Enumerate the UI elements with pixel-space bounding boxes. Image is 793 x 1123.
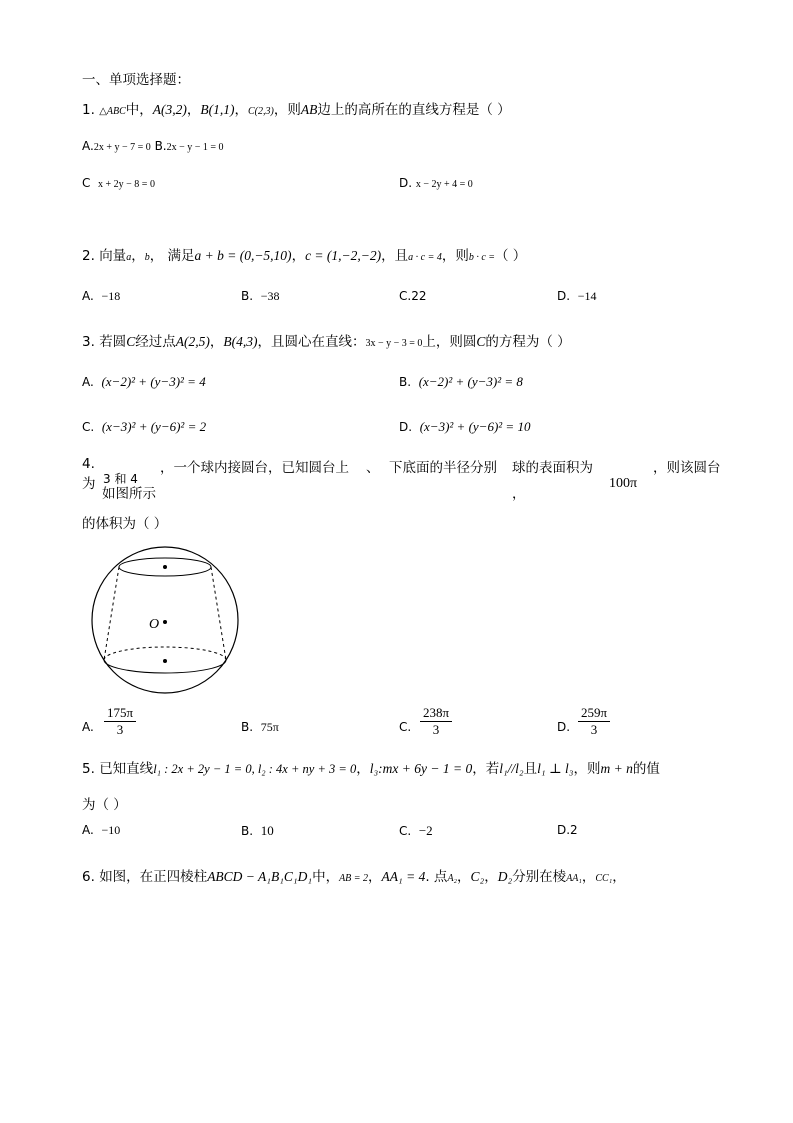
option-b-value: 10	[260, 823, 274, 838]
stem-text: ：	[351, 334, 366, 350]
option-b-label: B.	[154, 139, 167, 153]
denominator: 3	[432, 722, 440, 737]
question-3-option-a	[82, 374, 206, 390]
perpendicular-condition: l₁ ⊥ l₃	[537, 761, 574, 776]
question-4-option-a-value	[104, 705, 136, 738]
question-6-stem	[82, 865, 626, 885]
center-line: 3x − y − 3 = 0	[365, 338, 423, 349]
option-b-value: 75π	[260, 720, 279, 734]
option-d-value: (x−3)² + (y−6)² = 10	[419, 419, 531, 434]
stem-text: ， 满足	[149, 248, 195, 264]
option-d-label: D.	[557, 289, 571, 303]
option-b-value: (x−2)² + (y−3)² = 8	[418, 374, 523, 389]
vector-a: a	[126, 252, 132, 263]
question-number: 5.	[82, 761, 95, 777]
sphere-frustum-figure	[88, 545, 248, 695]
sphere-center-dot	[163, 620, 167, 624]
question-5-stem-2: 为（ ）	[82, 797, 127, 813]
option-a-value: 2x + y − 7 = 0	[93, 142, 151, 153]
m-plus-n: m + n	[600, 761, 633, 776]
point-d2: D₂	[497, 869, 513, 884]
point-b: B(1,1)	[200, 102, 235, 117]
question-3-option-b	[399, 374, 523, 390]
stem-text: 上，则圆	[422, 334, 477, 350]
stem-text: 分别在棱	[512, 869, 567, 885]
point-a: A(2,5)	[175, 334, 210, 349]
dot-ac: a · c = 4	[408, 252, 442, 263]
question-4-option-d-label: D.	[557, 720, 571, 734]
question-4-option-b	[241, 720, 279, 735]
stem-text: ，	[209, 334, 224, 350]
option-c-value: (x−3)² + (y−6)² = 2	[101, 419, 207, 434]
option-d-label: D.	[399, 420, 413, 434]
parallel-condition: l₁//l₂	[499, 761, 524, 776]
circle-c: C	[126, 334, 136, 349]
prism-name: ABCD − A₁B₁C₁D₁	[207, 869, 313, 884]
question-4-option-a-label: A.	[82, 720, 94, 734]
bottom-base-back	[104, 647, 226, 660]
question-number: 2.	[82, 248, 95, 264]
question-5-option-a	[82, 823, 120, 838]
stem-text: ，则	[573, 761, 601, 777]
edge-ab: AB = 2	[339, 873, 369, 884]
stem-text: . 点	[425, 869, 448, 885]
frustum-right-edge	[211, 567, 226, 660]
question-4-option-c-value	[420, 705, 452, 738]
stem-text: ，	[234, 102, 249, 118]
question-2-stem	[82, 244, 526, 264]
stem-text: 经过点	[135, 334, 176, 350]
question-4-stem-4: 球的表面积为	[512, 460, 593, 476]
stem-text: ，	[612, 869, 626, 885]
question-1-option-d	[399, 176, 473, 190]
point-b: B(4,3)	[223, 334, 258, 349]
stem-text: 的值	[632, 761, 660, 777]
top-center-dot	[163, 565, 167, 569]
option-b-label: B.	[241, 824, 254, 838]
option-d-value: x − 2y + 4 = 0	[415, 179, 473, 190]
question-number: 6.	[82, 869, 95, 885]
option-a-value: (x−2)² + (y−3)² = 4	[101, 374, 206, 389]
option-a-label: A.	[82, 823, 94, 837]
frustum-left-edge	[104, 567, 119, 660]
stem-text: ，	[368, 869, 382, 885]
option-a-label: A.	[82, 289, 94, 303]
stem-text: ，	[131, 248, 145, 264]
option-c-label: C	[82, 176, 91, 190]
line-l3-label: l₃:	[369, 761, 383, 776]
question-2-option-c: C.22	[399, 289, 427, 303]
question-4-option-d-value	[578, 705, 610, 738]
question-1-stem	[82, 98, 511, 118]
edge-aa1: AA₁ = 4	[381, 869, 426, 884]
question-4-stem-5: ，则该圆台	[653, 460, 721, 476]
segment-ab: AB	[300, 102, 318, 117]
stem-text: ，	[186, 102, 201, 118]
stem-text: 已知直线	[99, 761, 154, 777]
option-a-value: −18	[101, 289, 121, 303]
stem-text: 中，	[312, 869, 340, 885]
stem-text: ，且	[381, 248, 409, 264]
option-b-value: 2x − y − 1 = 0	[166, 142, 224, 153]
question-3-stem	[82, 330, 571, 350]
stem-text: 如图，在正四棱柱	[99, 869, 208, 885]
question-4-stem-3: 下底面的半径分别	[389, 460, 497, 476]
option-b-label: B.	[241, 289, 254, 303]
stem-text: ，则	[441, 248, 469, 264]
question-4-as-shown: 如图所示	[102, 486, 156, 502]
denominator: 3	[116, 722, 124, 737]
question-1-option-c	[82, 176, 155, 190]
question-number: 1.	[82, 102, 95, 118]
denominator: 3	[590, 722, 598, 737]
question-4-radii: 3 和 4	[103, 472, 138, 486]
question-5-stem	[82, 757, 660, 777]
stem-text: （ ）	[495, 248, 527, 264]
option-c-label: C.	[399, 824, 412, 838]
triangle-name: △ABC	[99, 106, 126, 117]
option-c-value: −2	[418, 823, 433, 838]
option-b-label: B.	[241, 720, 254, 734]
question-4-line2-a: 为	[82, 476, 96, 492]
option-b-value: −38	[260, 289, 280, 303]
option-d-label: D.	[399, 176, 413, 190]
point-c2: C₂	[470, 869, 485, 884]
stem-text: 边上的高所在的直线方程是（ ）	[317, 102, 511, 118]
question-3-option-c	[82, 419, 206, 435]
stem-text: ，	[484, 869, 498, 885]
stem-text: ，	[581, 869, 596, 885]
edge-aa1: AA₁	[566, 873, 582, 884]
option-a-label: A.	[82, 375, 94, 389]
option-a-label: A.	[82, 139, 94, 153]
question-5-option-c	[399, 823, 433, 839]
question-number: 3.	[82, 334, 95, 350]
bottom-center-dot	[163, 659, 167, 663]
stem-text: 且	[523, 761, 538, 777]
option-d-value: −14	[577, 289, 597, 303]
question-4-stem-6: 的体积为（ ）	[82, 516, 168, 532]
numerator: 238π	[420, 705, 452, 722]
stem-text: ，则	[273, 102, 301, 118]
question-4-comma: ，	[512, 486, 526, 502]
center-label: O	[149, 617, 160, 632]
question-4-surface-area: 100π	[609, 476, 638, 491]
vector-c: c = (1,−2,−2)	[305, 248, 382, 263]
numerator: 175π	[104, 705, 136, 722]
stem-text: ，	[291, 248, 306, 264]
option-b-label: B.	[399, 375, 412, 389]
question-2-option-b	[241, 289, 279, 304]
question-4-stem-1: ，一个球内接圆台，已知圆台上	[160, 460, 349, 476]
question-5-option-b	[241, 823, 274, 839]
question-3-option-d	[399, 419, 530, 435]
stem-text: ，	[457, 869, 471, 885]
question-2-option-a	[82, 289, 120, 304]
stem-text: 的方程为（ ）	[485, 334, 571, 350]
stem-text: 中，	[125, 102, 153, 118]
stem-text: ，且圆心在直线	[257, 334, 352, 350]
question-2-option-d	[557, 289, 596, 304]
question-4-stem-2: 、	[366, 460, 380, 476]
question-4-number: 4.	[82, 456, 95, 472]
option-c-label: C.	[82, 420, 95, 434]
dot-bc: b · c =	[468, 252, 496, 263]
question-1-options-ab	[82, 139, 224, 153]
point-a2: A₂	[447, 873, 458, 884]
question-5-option-d: D.2	[557, 823, 578, 837]
stem-text: 若圆	[99, 334, 127, 350]
vector-sum: a + b = (0,−5,10)	[194, 248, 292, 263]
point-c: C(2,3)	[248, 106, 274, 117]
line-l3: mx + 6y − 1 = 0	[382, 761, 473, 776]
section-title: 一、单项选择题：	[82, 72, 190, 88]
numerator: 259π	[578, 705, 610, 722]
option-a-value: −10	[101, 823, 121, 837]
lines-l1-l2: l₁ : 2x + 2y − 1 = 0, l₂ : 4x + ny + 3 = 0	[153, 762, 357, 776]
stem-text: ，若	[472, 761, 500, 777]
circle-c: C	[476, 334, 486, 349]
question-4-option-c-label: C.	[399, 720, 412, 734]
option-c-value: x + 2y − 8 = 0	[98, 179, 155, 190]
stem-text: 向量	[99, 248, 127, 264]
stem-text: ，	[356, 761, 370, 777]
point-a: A(3,2)	[152, 102, 187, 117]
edge-cc1: CC₁	[595, 873, 613, 884]
vector-b: b	[144, 252, 150, 263]
